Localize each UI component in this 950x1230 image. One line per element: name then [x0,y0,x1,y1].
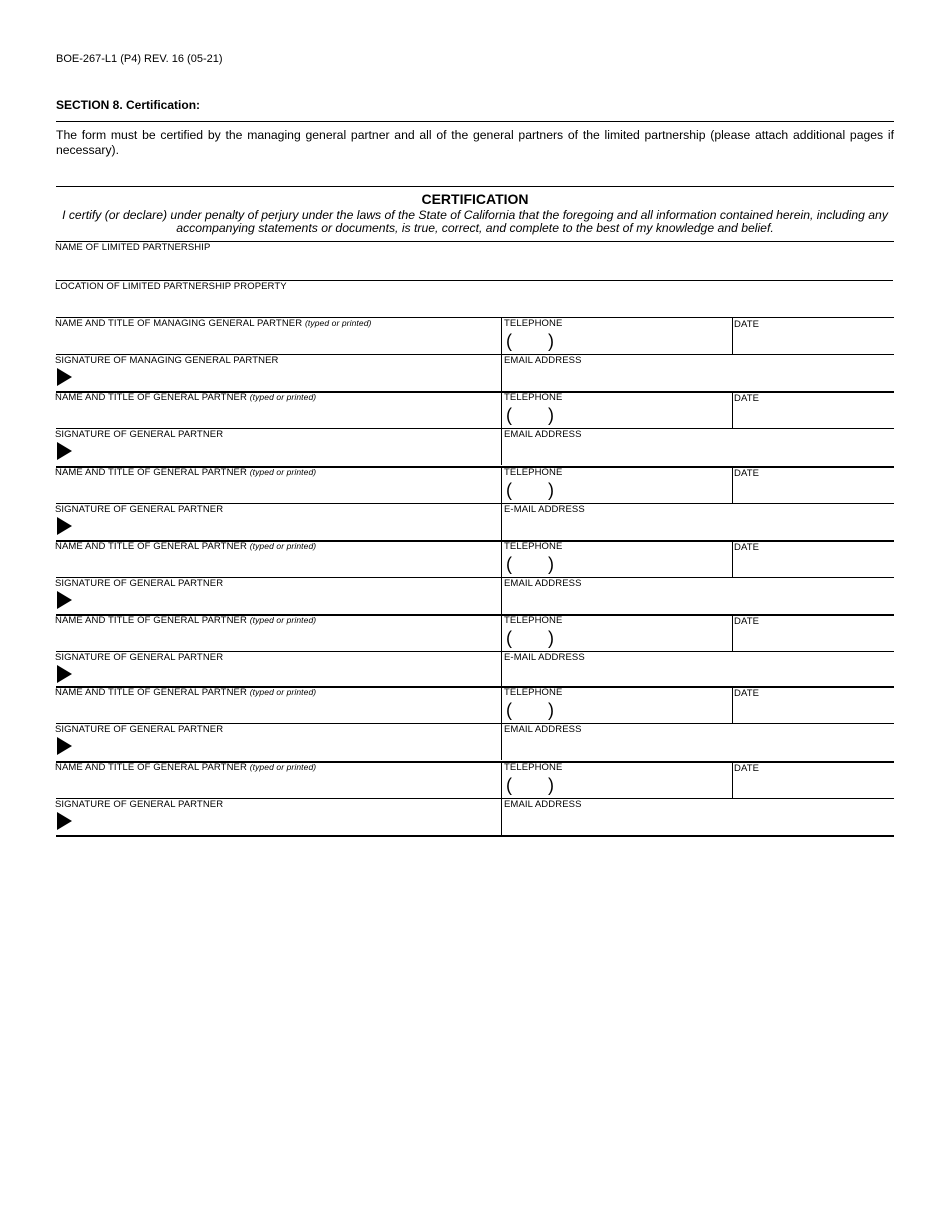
partnership-location-field[interactable] [56,293,892,316]
telephone-label: TELEPHONE [504,762,563,773]
partner-name-field[interactable] [56,330,499,353]
date-field[interactable] [734,553,891,576]
partner-name-label-text: NAME AND TITLE OF GENERAL PARTNER [55,687,247,698]
signature-field[interactable] [78,441,499,464]
email-label: E-MAIL ADDRESS [504,504,585,515]
date-label: DATE [734,763,760,774]
email-field[interactable] [503,811,891,834]
signature-label: SIGNATURE OF GENERAL PARTNER [55,429,224,440]
telephone-field[interactable] [503,774,730,797]
date-field[interactable] [734,404,891,427]
email-label: EMAIL ADDRESS [504,429,582,440]
date-field[interactable] [734,774,891,797]
signature-label: SIGNATURE OF GENERAL PARTNER [55,504,224,515]
partner-name-label-text: NAME AND TITLE OF GENERAL PARTNER [55,467,247,478]
telephone-label: TELEPHONE [504,541,563,552]
telephone-field[interactable] [503,479,730,502]
signature-arrow-icon [57,517,72,535]
section-title: SECTION 8. Certification: [56,98,201,112]
email-label: EMAIL ADDRESS [504,799,582,810]
partner-name-field[interactable] [56,774,499,797]
phone-paren-close: ) [548,331,554,351]
email-field[interactable] [503,590,891,613]
signature-field[interactable] [78,516,499,539]
column-divider [732,686,733,723]
column-divider [732,466,733,503]
date-label: DATE [734,393,760,404]
typed-note: (typed or printed) [249,467,317,477]
partner-name-label-text: NAME AND TITLE OF MANAGING GENERAL PARTNER [55,318,303,329]
signature-arrow-icon [57,591,72,609]
date-field[interactable] [734,479,891,502]
telephone-field[interactable] [503,699,730,722]
date-field[interactable] [734,627,891,650]
typed-note: (typed or printed) [304,318,372,328]
phone-paren-close: ) [548,405,554,425]
telephone-label: TELEPHONE [504,687,563,698]
telephone-field[interactable] [503,553,730,576]
signature-field[interactable] [78,811,499,834]
phone-paren-open: ( [506,775,512,795]
email-field[interactable] [503,441,891,464]
signature-field[interactable] [78,367,499,390]
date-label: DATE [734,319,760,330]
signature-label: SIGNATURE OF GENERAL PARTNER [55,652,224,663]
phone-paren-close: ) [548,554,554,574]
telephone-field[interactable] [503,627,730,650]
partner-name-label [55,541,316,552]
signature-label: SIGNATURE OF GENERAL PARTNER [55,724,224,735]
signature-label: SIGNATURE OF GENERAL PARTNER [55,578,224,589]
telephone-label: TELEPHONE [504,392,563,403]
date-label: DATE [734,616,760,627]
partner-name-label [55,615,316,626]
telephone-field[interactable] [503,330,730,353]
typed-note: (typed or printed) [249,615,317,625]
certification-title: CERTIFICATION [421,191,529,207]
partner-name-field[interactable] [56,699,499,722]
partner-name-label [55,762,316,773]
partner-name-label [55,318,371,329]
email-field[interactable] [503,736,891,759]
instructions-text: The form must be certified by the managing general partner and all of the general partners of the limited partnership (please attach additional pages if necessary). [56,128,894,157]
certification-statement: I certify (or declare) under penalty of perjury under the laws of the State of California that the foregoing and all information contained herein, including any accompanying statements or documents, is true, correct, and complete to the best of my knowledge and belief. [62,208,888,235]
typed-note: (typed or printed) [249,392,317,402]
date-label: DATE [734,688,760,699]
signature-field[interactable] [78,590,499,613]
signature-arrow-icon [57,368,72,386]
phone-paren-open: ( [506,331,512,351]
email-label: E-MAIL ADDRESS [504,652,585,663]
phone-paren-close: ) [548,480,554,500]
email-field[interactable] [503,664,891,687]
partner-name-field[interactable] [56,404,499,427]
date-label: DATE [734,468,760,479]
column-divider [732,761,733,798]
email-field[interactable] [503,516,891,539]
phone-paren-close: ) [548,700,554,720]
phone-paren-open: ( [506,480,512,500]
partnership-name-field[interactable] [56,254,892,279]
partner-name-label-text: NAME AND TITLE OF GENERAL PARTNER [55,392,247,403]
signature-label: SIGNATURE OF GENERAL PARTNER [55,799,224,810]
date-field[interactable] [734,699,891,722]
email-label: EMAIL ADDRESS [504,578,582,589]
phone-paren-close: ) [548,775,554,795]
typed-note: (typed or printed) [249,687,317,697]
date-field[interactable] [734,330,891,353]
phone-paren-close: ) [548,628,554,648]
column-divider [732,317,733,354]
partnership-location-label: LOCATION OF LIMITED PARTNERSHIP PROPERTY [55,281,287,292]
column-divider [732,614,733,651]
telephone-label: TELEPHONE [504,467,563,478]
signature-arrow-icon [57,442,72,460]
email-field[interactable] [503,367,891,390]
email-label: EMAIL ADDRESS [504,355,582,366]
telephone-label: TELEPHONE [504,318,563,329]
signature-arrow-icon [57,812,72,830]
typed-note: (typed or printed) [249,541,317,551]
partner-name-field[interactable] [56,627,499,650]
block-bottom-rule [56,835,894,837]
partner-name-label [55,687,316,698]
phone-paren-open: ( [506,700,512,720]
phone-paren-open: ( [506,405,512,425]
divider [56,186,894,187]
signature-arrow-icon [57,665,72,683]
partnership-name-label: NAME OF LIMITED PARTNERSHIP [55,242,211,253]
partner-name-field[interactable] [56,553,499,576]
form-id: BOE-267-L1 (P4) REV. 16 (05-21) [56,53,223,65]
divider [56,121,894,122]
phone-paren-open: ( [506,628,512,648]
column-divider [732,391,733,428]
typed-note: (typed or printed) [249,762,317,772]
partner-name-label [55,467,316,478]
partner-name-label-text: NAME AND TITLE OF GENERAL PARTNER [55,762,247,773]
phone-paren-open: ( [506,554,512,574]
telephone-field[interactable] [503,404,730,427]
telephone-label: TELEPHONE [504,615,563,626]
date-label: DATE [734,542,760,553]
email-label: EMAIL ADDRESS [504,724,582,735]
partner-name-label-text: NAME AND TITLE OF GENERAL PARTNER [55,541,247,552]
partner-name-label [55,392,316,403]
signature-label: SIGNATURE OF MANAGING GENERAL PARTNER [55,355,279,366]
signature-field[interactable] [78,736,499,759]
column-divider [732,540,733,577]
signature-arrow-icon [57,737,72,755]
partner-name-field[interactable] [56,479,499,502]
signature-field[interactable] [78,664,499,687]
partner-name-label-text: NAME AND TITLE OF GENERAL PARTNER [55,615,247,626]
